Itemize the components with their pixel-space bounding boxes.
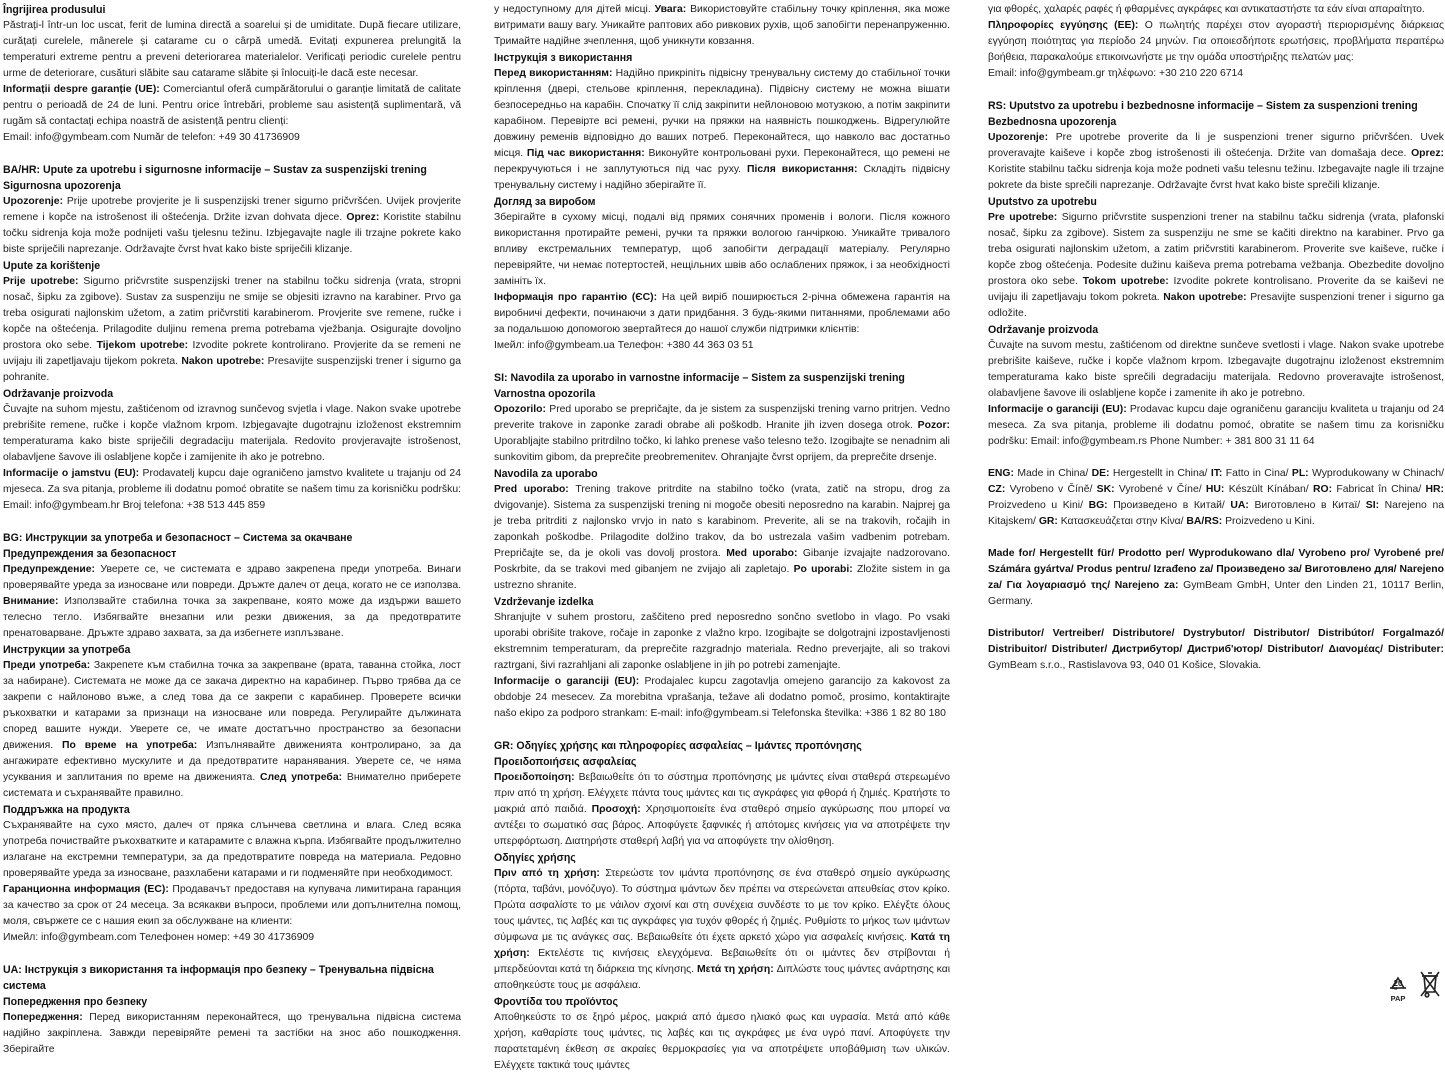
bold-label: Μετά τη χρήση: <box>696 964 777 975</box>
section-heading: Φροντίδα του προϊόντος <box>494 996 619 1008</box>
bold-label: Prije upotrebe: <box>3 276 84 287</box>
paragraph <box>3 658 461 802</box>
section-heading: Предупреждения за безопасност <box>3 548 177 560</box>
text-run: Prodavac kupcu daje ograničenu garanciju kvaliteta u trajanju od 24 meseca. Za sva pitanja, probleme ili dodatnu pomoć, obratite se našem timu za korisničku podršku: Email: info@gymbeam.rs Phone Number: + 381 800 31 11 64 <box>988 404 1444 447</box>
text-run: Зберігайте в сухому місці, подалі від прямих сонячних променів і вологи. Після кожного використання протирайте ремені, ручки та пряжки вологою ганчіркою. Уникайте тривалого впливу екстремальних температур, щоб запобігти деградації матеріалу. Регулярно перевіряйте, чи немає потертостей, нещільних швів або ослаблених пряжок, і за необхідності замініть їх. <box>494 212 950 287</box>
text-run: Εκτελέστε τις κινήσεις ελεγχόμενα. Βεβαιωθείτε ότι οι ιμάντες δεν στρίβονται ή μπερδεύονται κατά τη διάρκεια της κίνησης. <box>494 948 950 975</box>
section-heading: Догляд за виробом <box>494 196 596 208</box>
crossed-bin-icon <box>1418 968 1442 1002</box>
bold-label: Преди употреба: <box>3 660 94 671</box>
paragraph <box>988 2 1444 18</box>
paragraph <box>988 626 1444 674</box>
bold-label: UA: <box>1230 500 1255 511</box>
bold-label: Pred uporabo: <box>494 484 576 495</box>
section-heading: Sigurnosna upozorenja <box>3 180 121 192</box>
text-run: Wyprodukowany w Chinach/ <box>1312 468 1444 479</box>
bold-label: Pozor: <box>917 420 950 431</box>
paragraph <box>3 1010 461 1058</box>
paragraph <box>3 194 461 258</box>
text-run: На цей виріб поширюється 2-річна обмежена гарантія на виробничі дефекти, починаючи з дати придбання. З будь-якими питаннями, проблемами або за подальшою допомогою звертайтеся до нашої служби підтримки клієнтів: <box>494 292 950 335</box>
bold-label: IT: <box>1210 468 1226 479</box>
bold-label: Tijekom upotrebe: <box>96 340 193 351</box>
text-run: Χρησιμοποιείτε ένα σταθερό σημείο αγκύρωσης που μπορεί να αντέξει το σωματικό σας βάρος. Αποφύγετε ξαφνικές ή απότομες κινήσεις για να αποτρέψετε την υπερφόρτωση. Διατηρήστε σταθερή λαβή για να αποφύγετε την ολίσθηση. <box>494 804 950 847</box>
text-run: Внимателно приберете системата и съхранявайте правилно. <box>3 772 461 799</box>
bold-label: ENG: <box>988 468 1018 479</box>
section-spacer <box>3 514 461 530</box>
bold-label: Informacije o garanciji (EU): <box>988 404 1130 415</box>
text-run: Proizvedeno u Kini/ <box>988 500 1089 511</box>
bold-label: Πριν από τη χρήση: <box>494 868 606 879</box>
text-run: Използвайте стабилна точка за закрепване, която може да издържи вашето телесно тегло. Избягвайте внезапни или резки движения, за да предотвратите пренатоварване. Дръжте здраво захвата, за да избегнете изплъзване. <box>3 596 461 639</box>
section-heading: Bezbednosna upozorenja <box>988 116 1117 128</box>
paragraph <box>494 66 950 194</box>
section-heading: UA: Інструкція з використання та інформація про безпеку – Тренувальна підвісна система <box>3 964 434 992</box>
paragraph <box>988 466 1444 530</box>
text-run: Κατασκευάζεται στην Κίνα/ <box>1060 516 1187 527</box>
paragraph <box>494 610 950 674</box>
section-heading: Προειδοποιήσεις ασφαλείας <box>494 756 637 768</box>
text-run: GymBeam s.r.o., Rastislavova 93, 040 01 Košice, Slovakia. <box>988 660 1262 671</box>
section-heading: BA/HR: Upute za upotrebu i sigurnosne informacije – Sustav za suspenzijski trening <box>3 164 427 176</box>
text-run: Vyrobené v Číne/ <box>1118 484 1206 495</box>
text-run: Készült Kínában/ <box>1228 484 1313 495</box>
section-heading: BG: Инструкции за употреба и безопасност – Система за окачване <box>3 532 353 544</box>
paragraph <box>3 562 461 642</box>
bold-label: SK: <box>1096 484 1119 495</box>
text-run: Čuvajte na suhom mjestu, zaštićenom od izravnog sunčevog svjetla i vlage. Nakon svake upotrebe prebrišite remene, ručke i kopče vlažnom krpom. Izbjegavajte dugotrajnu izloženost ekstremnim temperaturama kako biste spriječili degradaciju materijala. Redovito provjeravajte istrošenost, olabavljene šavove ili oslabljene kopče i zamijenite ih ako je potrebno. <box>3 404 461 463</box>
bold-label: Предупреждение: <box>3 564 101 575</box>
text-run: Izvodite pokrete kontrolisano. Proverite da se kaiševi ne uvijaju ili zapetljavaju tokom pokreta. <box>988 276 1444 303</box>
paragraph <box>494 290 950 338</box>
text-run: Trening trakove pritrdite na stabilno točko (vrata, zatič na stropu, drog za dvigovanje). Sistema za suspenzijski trening ni mogoče obesiti neposredno na karabin. Najprej ga je treba pritrditi z najlonsko vrvjo in nato s karabinom. Preverite, ali se na trakovih, ročajih in zaponkah poškodbe. Prilagodite dolžino trakov, da bo ustrezala vašim vadbenim potrebam. Prepričajte se, da je okoli vas dovolj prostora. <box>494 484 950 559</box>
paragraph <box>988 130 1444 194</box>
text-run: Складіть підвісну тренувальну систему і надійно зберігайте її. <box>494 164 950 191</box>
text-run: Koristite stabilnu točku sidrenja koja može podnijeti vašu tjelesnu težinu. Izbjegavajte nagle ili trzajne pokrete kako biste spriječili naprezanje. Održavajte čvrst hvat kako biste spriječili klizanje. <box>3 212 461 255</box>
bold-label: Med uporabo: <box>726 548 803 559</box>
section-heading: Uputstvo za upotrebu <box>988 196 1097 208</box>
text-run: Email: info@gymbeam.gr τηλέφωνο: +30 210 220 6714 <box>988 68 1244 79</box>
text-run: Sigurno pričvrstite suspenzioni trener na stabilnu tačku sidrenja (vrata, plafonski nosač, šipku za zgibove). Sistem za suspenziju ne sme se kačiti direktno na karabiner. Prvo ga treba osigurati najlonskim užetom, a zatim pričvrstiti karabinerom. Proverite sve kaiševe, ručke i kopče zbog oštećenja. Podesite dužinu kaiševa prema potrebama vežbanja. Obezbedite dovoljno prostora oko sebe. <box>988 212 1445 287</box>
text-run: Presavijte suspenzioni trener i sigurno ga odložite. <box>988 292 1444 319</box>
bold-label: Гаранционна информация (ЕС): <box>3 884 173 895</box>
text-run: Закрепете към стабилна точка за закрепване (врата, таванна стойка, лост за набиране). Системата не може да се закача директно на карабинер. Първо трябва да се закрепи с найлоново въже, а след това да се закрепи с карабинер. Проверете всички ръкохватки и катарами за признаци на износване или повреда. Регулирайте дължината според вашите нужди. Уверете се, че имате достатъчно пространство за безопасни движения. <box>3 660 461 751</box>
text-run: Fabricat în China/ <box>1336 484 1426 495</box>
text-run: Fatto in Cina/ <box>1225 468 1292 479</box>
text-run: Sigurno pričvrstite suspenzijski trener na stabilnu točku sidrenja (vrata, stropni nosač, šipku za zgibove). Sustav za suspenziju ne smije se objesiti izravno na karabiner. Prvo ga treba osigurati najlonskim užetom, a zatim pričvrstiti karabinerom. Provjerite sve remene, ručke i kopče na oštećenja. Prilagodite duljinu remena prema potrebama vježbanja. Osigurajte dovoljno prostora oko sebe. <box>3 276 461 351</box>
text-run: Shranjujte v suhem prostoru, zaščiteno pred neposredno sončno svetlobo in vlago. Po vsaki uporabi obrišite trakove, ročaje in zaponke z vlažno krpo. Izogibajte se dolgotrajni izpostavljenosti ekstremnim temperaturam, da preprečite razgradnjo materiala. Redno preverjajte, ali so trakovi raztrgani, šivi razrahljani ali zaponke oslabljene in jih po potrebi zamenjajte. <box>494 612 950 671</box>
text-run: Використовуйте стабільну точку кріплення, яка може витримати вашу вагу. Уникайте раптових або ривкових рухів, щоб запобігти перенапруженню. Тримайте надійне зчеплення, щоб уникнути ковзання. <box>494 4 950 47</box>
section-heading: Οδηγίες χρήσης <box>494 852 576 864</box>
bold-label: Distributor/ Vertreiber/ Distributore/ Dystrybutor/ Distributor/ Distribútor/ Forgalmazó/ Distribuitor/ Distributer/ Дистрибутор/ Дистриб'ютор/ Distributor/ Διανομέας/ Distributer: <box>988 628 1444 655</box>
text-run: Βεβαιωθείτε ότι το σύστημα προπόνησης με ιμάντες είναι σταθερά στερεωμένο πριν από τη χρήση. Ελέγχετε πάντα τους ιμάντες και τις αγκράφες για φθορά ή ζημιές. Κρατήστε το μακριά από παιδιά. <box>494 772 950 815</box>
text-run: Prodavatelj kupcu daje ograničeno jamstvo kvalitete u trajanju od 24 mjeseca. Za sva pitanja, probleme ili dodatnu pomoć obratite se našem timu za korisničku podršku: Email: info@gymbeam.hr Broj telefona: +38 513 445 859 <box>3 468 461 511</box>
section-heading: Održavanje proizvoda <box>988 324 1099 336</box>
bold-label: Tokom upotrebe: <box>1082 276 1174 287</box>
paragraph <box>494 402 950 466</box>
text-run: Koristite stabilnu tačku sidrenja koja može podneti vašu telesnu težinu. Izbegavajte nagle ili trzajne pokrete da biste sprečili naprezanje. Održavajte čvrst hvat kako biste sprečili klizanje. <box>988 164 1444 191</box>
section-heading: Održavanje proizvoda <box>3 388 114 400</box>
section-spacer <box>3 946 461 962</box>
paragraph <box>988 338 1444 402</box>
paragraph <box>494 1010 950 1074</box>
section-spacer <box>988 530 1444 546</box>
text-run: Виконуйте контрольовані рухи. Переконайтеся, що ремені не перекручуються і не заплутуються під час руху. <box>494 148 950 175</box>
bold-label: Opozorilo: <box>494 404 550 415</box>
bold-label: Προειδοποίηση: <box>494 772 579 783</box>
text-run: Proizvedeno u Kini. <box>1225 516 1315 527</box>
section-heading: Navodila za uporabo <box>494 468 598 480</box>
paragraph <box>988 66 1444 82</box>
text-run: Uporabljajte stabilno pritrdilno točko, ki lahko prenese vašo telesno težo. Izogibajte se nenadnim ali sunkovitim gibom, da preprečite preobremenitev. Ohranjajte čvrst oprijem, da preprečite drsenje. <box>494 436 950 463</box>
paragraph <box>3 274 461 386</box>
section-heading: SI: Navodila za uporabo in varnostne informacije – Sistem za suspenzijski trening <box>494 372 905 384</box>
bold-label: По време на употреба: <box>62 740 207 751</box>
paragraph <box>3 130 461 146</box>
text-run: Διπλώστε τους ιμάντες ανάρτησης και αποθηκεύστε τους με ασφάλεια. <box>494 964 951 991</box>
paragraph <box>988 210 1444 322</box>
text-run: Zložite sistem in ga ustrezno shranite. <box>494 564 951 591</box>
text-run: Продавачът предоставя на купувача лимитирана гаранция за качество за срок от 24 месеца. За всякакви въпроси, проблеми или допълнителна помощ, моля, свържете се с нашия екип за обслужване на клиенти: <box>3 884 461 927</box>
bold-label: Oprez: <box>346 212 384 223</box>
section-heading: Поддръжка на продукта <box>3 804 130 816</box>
section-heading: Попередження про безпеку <box>3 996 148 1008</box>
text-run: Presavijte suspenzijski trener i sigurno ga pohranite. <box>3 356 461 383</box>
paragraph <box>988 546 1444 610</box>
text-run: Čuvajte na suvom mestu, zaštićenom od direktne sunčeve svetlosti i vlage. Nakon svake upotrebe prebrišite kaiševe, ručke i kopče vlažnom krpom. Izbegavajte dugotrajnu izloženost ekstremnim temperaturama kako biste sprečili degradaciju materijala. Redovno proveravajte istrošenost, olabavljene šavove ili oslabljene kopče i zamenite ih ako je potrebno. <box>988 340 1444 399</box>
text-run: Уверете се, че системата е здраво закрепена преди употреба. Винаги проверявайте уреда за износване или повреди. Дръжте далеч от деца, когато не се използва. <box>3 564 462 591</box>
paragraph <box>494 866 950 994</box>
bold-label: Upozorenje: <box>3 196 67 207</box>
text-run: Made in China/ <box>1017 468 1092 479</box>
paragraph <box>3 930 461 946</box>
bold-label: Nakon upotrebe: <box>181 356 268 367</box>
paragraph <box>494 770 950 850</box>
text-run: Виготовлено в Китаї/ <box>1254 500 1366 511</box>
paragraph <box>3 466 461 514</box>
paragraph <box>494 482 950 594</box>
section-heading: RS: Uputstvo za upotrebu i bezbednosne informacije – Sistem za suspenzioni trening <box>988 100 1418 112</box>
bold-label: GR: <box>1038 516 1061 527</box>
bold-label: BA/RS: <box>1186 516 1226 527</box>
paragraph <box>494 674 950 722</box>
section-heading: Vzdrževanje izdelka <box>494 596 594 608</box>
bold-label: Після використання: <box>747 164 864 175</box>
section-spacer <box>988 82 1444 98</box>
text-run: Izvodite pokrete kontrolirano. Provjerite da se remeni ne uvijaju ili zapetljavaju tijekom pokreta. <box>3 340 461 367</box>
section-spacer <box>3 146 461 162</box>
recycle-number: 20 <box>1393 979 1403 988</box>
text-run: Comerciantul oferă cumpărătorului o garanție limitată de calitate pentru o perioadă de 24 de luni. Pentru orice întrebări, probleme sau asistență suplimentară, vă rugăm să contactați echipa noastră de asistență pentru clienți: <box>3 84 461 127</box>
bold-label: Πληροφορίες εγγύησης (ΕΕ): <box>988 20 1145 31</box>
paragraph <box>494 210 950 290</box>
bold-label: Informacije o garanciji (EU): <box>494 676 645 687</box>
section-heading: Varnostna opozorila <box>494 388 596 400</box>
bold-label: Oprez: <box>1411 148 1444 159</box>
bold-label: Informacije o jamstvu (EU): <box>3 468 143 479</box>
section-heading: Upute za korištenje <box>3 260 101 272</box>
bold-label: Під час використання: <box>526 148 649 159</box>
bold-label: BG: <box>1088 500 1114 511</box>
bold-label: RO: <box>1313 484 1337 495</box>
paragraph <box>988 402 1444 450</box>
paragraph <box>494 2 950 50</box>
text-run: у недоступному для дітей місці. <box>494 4 655 15</box>
text-run: Narejeno na Kitajskem/ <box>988 500 1444 527</box>
text-run: Păstrați-l într-un loc uscat, ferit de lumina directă a soarelui și de umiditate. După fiecare utilizare, curățați curelele, mânerele și catarame cu o cârpă umedă. Evitați expunerea prelungită la temperaturi extreme pentru a preveni deteriorarea materialelor. Verificați periodic curelele pentru urme de deteriorare, cusături slăbite sau catarame slăbite și înlocuiți-le dacă este necesar. <box>3 20 461 79</box>
text-run: Надійно прикріпіть підвісну тренувальну систему до стабільної точки кріплення (двері, стельове кріплення, перекладина). Підвісну систему не можна вішати безпосередньо на карабін. Спочатку її слід закріпити нейлоновою мотузкою, а потім закріпити карабіном. Перевірте всі ремені, ручки на пряжки на наявність пошкоджень. Відрегулюйте довжину ременів відповідно до ваших потреб. Переконайтеся, що навколо вас достатньо місця. <box>494 68 951 159</box>
bold-label: SI: <box>1365 500 1385 511</box>
text-run: Pred uporabo se prepričajte, da je sistem za suspenzijski trening varno pritrjen. Vedno preverite trakove in zaponke zaradi obrabe ali poškodb. Hranite jih izven dosega otrok. <box>494 404 950 431</box>
text-run: Съхранявайте на сухо място, далеч от пряка слънчева светлина и влага. След всяка употреба почиствайте ръкохватките и катарамите с влажна кърпа. Избягвайте продължително излагане на екстремни температури, за да предотвратите повреда на материала. Редовно проверявайте уреда за износване, разхлабени катарами и ги подменяйте при необходимост. <box>3 820 461 879</box>
text-run: Prodajalec kupcu zagotavlja omejeno garancijo za kakovost za obdobje 24 mesecev. Za morebitna vprašanja, težave ali dodatno pomoč, prosimo, kontaktirajte našo ekipo za podporo strankam: E-mail: info@gymbeam.si Telefonska številka: +386 1 82 80 180 <box>494 676 950 719</box>
section-heading: GR: Οδηγίες χρήσης και πληροφορίες ασφαλείας – Ιμάντες προπόνησης <box>494 740 862 752</box>
paragraph <box>3 18 461 82</box>
text-run: Email: info@gymbeam.com Număr de telefon: +49 30 41736909 <box>3 132 300 143</box>
bold-label: Informații despre garanție (UE): <box>3 84 164 95</box>
section-heading: Інструкція з використання <box>494 52 633 64</box>
bold-label: Попередження: <box>3 1012 90 1023</box>
recycling-marks <box>1384 966 1442 1006</box>
section-heading: Îngrijirea produsului <box>3 4 106 16</box>
section-spacer <box>494 354 950 370</box>
text-run: Перед використанням переконайтеся, що тренувальна підвісна система надійно закріплена. Завжди перевіряйте ремені та застібки на знос або пошкодження. Зберігайте <box>3 1012 461 1055</box>
text-run: Hergestellt in China/ <box>1112 468 1211 479</box>
paragraph <box>3 82 461 130</box>
bold-label: HU: <box>1205 484 1229 495</box>
bold-label: Інформація про гарантію (ЄС): <box>494 292 662 303</box>
paragraph <box>3 402 461 466</box>
section-spacer <box>494 722 950 738</box>
text-run: GymBeam GmbH, Unter den Linden 21, 10117 Berlin, Germany. <box>988 580 1444 607</box>
paragraph <box>494 338 950 354</box>
bold-label: Προσοχή: <box>591 804 646 815</box>
bold-label: След употреба: <box>260 772 347 783</box>
bold-label: PL: <box>1291 468 1313 479</box>
bold-label: Pre upotrebe: <box>988 212 1062 223</box>
section-spacer <box>988 450 1444 466</box>
text-run: Ο πωλητής παρέχει στον αγοραστή περιορισμένης διάρκειας εγγύηση ποιότητας για περίοδο 24 μηνών. Για οποιεσδήποτε ερωτήσεις, προβλήματα περαιτέρω βοήθεια, παρακαλούμε επικοινωνήστε με την ομάδα υποστήριξης πελατών μας: <box>988 20 1444 63</box>
column-3 <box>988 2 1444 674</box>
paragraph <box>988 18 1444 66</box>
bold-label: DE: <box>1091 468 1113 479</box>
text-run: Імейл: info@gymbeam.ua Телефон: +380 44 363 03 51 <box>494 340 754 351</box>
bold-label: Κατά τη χρήση: <box>494 932 950 959</box>
column-1 <box>3 2 461 1058</box>
text-run: Изпълнявайте движенията контролирано, за да ангажирате ефективно мускулите и да предотвратите наранявания. Уверете се, че няма усуквания и заплитания по време на движенията. <box>3 740 461 783</box>
bold-label: CZ: <box>988 484 1010 495</box>
text-run: Prije upotrebe provjerite je li suspenzijski trener sigurno pričvršćen. Uvijek provjerite remene i kopče na istrošenost ili oštećenja. Držite izvan dohvata djece. <box>3 196 461 223</box>
text-run: Αποθηκεύστε το σε ξηρό μέρος, μακριά από άμεσο ηλιακό φως και υγρασία. Μετά από κάθε χρήση, καθαρίστε τους ιμάντες, τις λαβές και τις αγκράφες με ένα υγρό πανί. Αποφύγετε την παρατεταμένη έκθεση σε ακραίες θερμοκρασίες για να αποτρέψετε υποβάθμιση των υλικών. Ελέγχετε τακτικά τους ιμάντες <box>494 1012 950 1071</box>
text-run: για φθορές, χαλαρές ραφές ή φθαρμένες αγκράφες και αντικαταστήστε τα εάν είναι απαραίτητο. <box>988 4 1425 15</box>
section-heading: Инструкции за употреба <box>3 644 131 656</box>
recycle-label: PAP <box>1390 994 1406 1003</box>
paragraph <box>3 818 461 882</box>
text-run: Произведено в Китай/ <box>1113 500 1231 511</box>
text-run: Имейл: info@gymbeam.com Телефонен номер: +49 30 41736909 <box>3 932 315 943</box>
text-run: Pre upotrebe proverite da li je suspenzioni trener sigurno pričvršćen. Uvek proveravajte kaiševe i kopče zbog istrošenosti ili oštećenja. Držite van domašaja dece. <box>988 132 1444 159</box>
bold-label: Увага: <box>654 4 691 15</box>
bold-label: HR: <box>1425 484 1444 495</box>
bold-label: Upozorenje: <box>988 132 1056 143</box>
bold-label: Внимание: <box>3 596 65 607</box>
text-run: Στερεώστε τον ιμάντα προπόνησης σε ένα σταθερό σημείο αγκύρωσης (πόρτα, ταβάνι, μονόζυγο). Το σύστημα ιμάντων δεν πρέπει να στερεώνεται απευθείας στον κρίκο. Πρώτα ασφαλίστε το με νάιλον σχοινί και στη συνέχεια συνδέστε το με τον κρίκο. Ελέγξτε όλους τους ιμάντες, τις λαβές και τις αγκράφες για τυχόν φθορές ή ζημιές. Ρυθμίστε το μήκος των ιμάντων σύμφωνα με τις ανάγκες σας. Βεβαιωθείτε ότι έχετε αρκετό χώρο για ασφαλείς κινήσεις. <box>494 868 950 943</box>
bold-label: Перед використанням: <box>494 68 616 79</box>
bold-label: Made for/ Hergestellt für/ Prodotto per/ Wyprodukowano dla/ Vyrobeno pro/ Vyrobené pre/ Számára gyártva/ Produs pentru/ Izrađeno za/ Произведено за/ Виготовлено для/ Narejeno za/ Για λογαριασμό της/ Narejeno za: <box>988 548 1444 591</box>
column-2 <box>494 2 950 1074</box>
text-run: Gibanje izvajajte nadzorovano. Poskrbite, da se trakovi med gibanjem ne zvijajo ali zapletajo. <box>494 548 950 575</box>
text-run: Vyrobeno v Číně/ <box>1009 484 1097 495</box>
section-spacer <box>988 610 1444 626</box>
paragraph <box>3 882 461 930</box>
bold-label: Nakon upotrebe: <box>1163 292 1251 303</box>
bold-label: Po uporabi: <box>793 564 857 575</box>
